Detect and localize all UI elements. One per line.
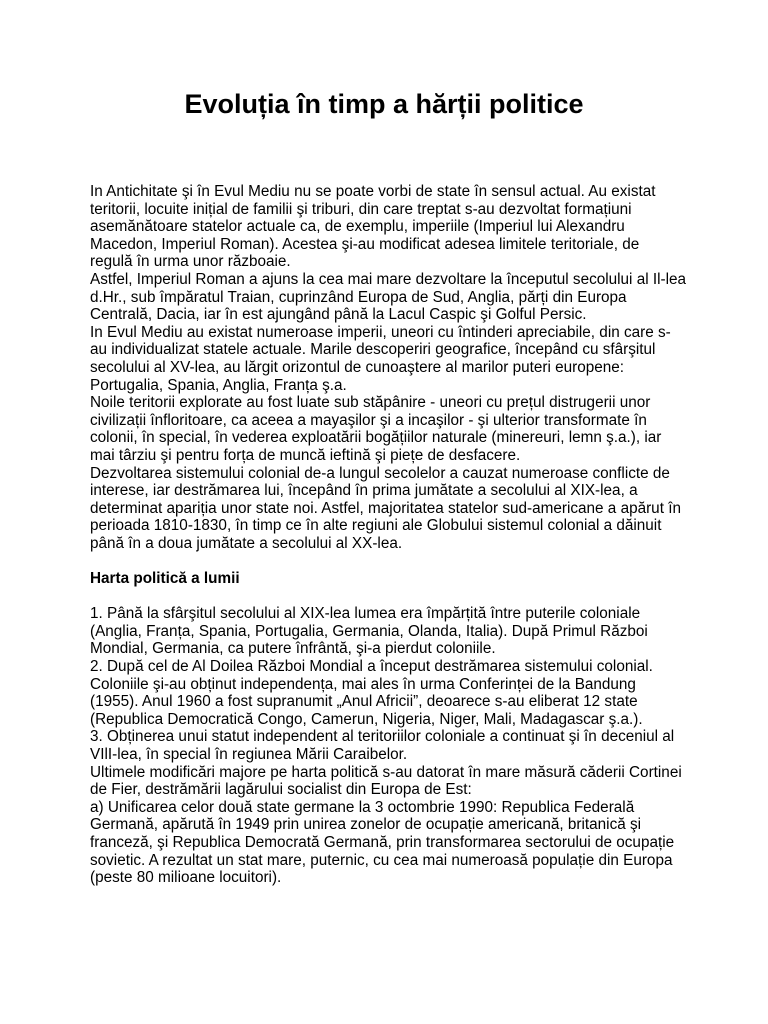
text-line: mai târziu şi pentru forța de muncă ieftină şi piețe de desfacere. (90, 446, 521, 464)
paragraph-spacer (90, 588, 710, 606)
section-paragraphs (90, 605, 710, 887)
text-line: colonii, în special, în vederea exploatării bogățiilor naturale (minereuri, lemn ş.a.), iar (90, 429, 662, 447)
text-line: In Evul Mediu au existat numeroase imperii, uneori cu întinderi apreciabile, din care s- (90, 323, 671, 341)
text-line: până în a doua jumătate a secolului al XX-lea. (90, 534, 403, 552)
document-title: Evoluția în timp a hărții politice (184, 89, 584, 119)
paragraph-spacer (90, 552, 710, 570)
text-line: perioada 1810-1830, în timp ce în alte regiuni ale Globului sistemul colonial a dăinuit (90, 517, 662, 535)
text-line: Mondial, Germania, ca putere înfrântă, şi-a pierdut coloniile. (90, 640, 496, 658)
text-line: regulă în urma unor războaie. (90, 253, 291, 271)
text-line: franceză, şi Republica Democrată Germană, prin transformarea sectorului de ocupație (90, 833, 675, 851)
text-line: 3. Obținerea unui statut independent al teritoriilor coloniale a continuat şi în deceniul al (90, 728, 675, 746)
text-line: a) Unificarea celor două state germane la 3 octombrie 1990: Republica Federală (90, 798, 635, 816)
text-line: VIlI-lea, în special în regiunea Mării Caraibelor. (90, 746, 408, 763)
intro-paragraphs (90, 183, 710, 552)
text-line: sovietic. A rezultat un stat mare, puternic, cu cea mai numeroasă populație din Europa (90, 851, 673, 869)
text-line: interese, iar destrămarea lui, începând în prima jumătate a secolului al XIX-lea, a (90, 482, 638, 500)
text-line: (Anglia, Franța, Spania, Portugalia, Germania, Olanda, Italia). După Primul Război (90, 622, 648, 640)
text-line: de Fier, destrămării lagărului socialist din Europa de Est: (90, 781, 472, 799)
text-line: au individualizat statele actuale. Marile descoperiri geografice, începând cu sfârşitul (90, 341, 656, 359)
text-line: d.Hr., sub împăratul Traian, cuprinzând Europa de Sud, Anglia, părți din Europa (90, 288, 627, 306)
text-line: teritorii, locuite inițial de familii şi triburi, din care treptat s-au dezvoltat formațiuni (90, 200, 632, 218)
text-line: Coloniile şi-au obținut independența, mai ales în urma Conferinței de la Bandung (90, 675, 636, 693)
text-line: In Antichitate şi în Evul Mediu nu se poate vorbi de state în sensul actual. Au existat (90, 183, 656, 200)
text-line: civilizații înfloritoare, ca aceea a mayaşilor şi a incaşilor - şi ulterior transformate în (90, 411, 647, 429)
text-line: Astfel, Imperiul Roman a ajuns la cea mai mare dezvoltare la începutul secolului al Il-lea (90, 270, 687, 288)
text-line: Macedon, Imperiul Roman). Acestea şi-au modificat adesea limitele teritoriale, de (90, 235, 640, 253)
text-line: Noile teritorii explorate au fost luate sub stăpânire - uneori cu prețul distrugerii unor (90, 394, 651, 412)
document-body (90, 183, 710, 887)
text-line: secolului al XV-lea, au lărgit orizontul de cunoaştere al marilor puteri europene: (90, 358, 624, 376)
text-line: Ultimele modificări majore pe harta politică s-au datorat în mare măsură căderii Cortinei (90, 763, 682, 781)
text-line: asemănătoare statelor actuale ca, de exemplu, imperiile (Imperiul lui Alexandru (90, 218, 625, 236)
text-line: 1. Până la sfârşitul secolului al XIX-lea lumea era împărțită între puterile coloniale (90, 605, 641, 623)
text-line: determinat apariția unor state noi. Astfel, majoritatea statelor sud-americane a apărut în (90, 499, 681, 517)
section-heading: Harta politică a lumii (90, 570, 240, 588)
text-line: Germană, apărută în 1949 prin unirea zonelor de ocupație americană, britanică şi (90, 816, 642, 834)
text-line: (Republica Democratică Congo, Camerun, Nigeria, Niger, Mali, Madagascar ş.a.). (90, 710, 643, 728)
text-line: (1955). Anul 1960 a fost supranumit „Anul Africii”, deoarece s-au eliberat 12 state (90, 693, 638, 711)
text-line: 2. După cel de Al Doilea Război Mondial a început destrămarea sistemului colonial. (90, 658, 653, 676)
text-line: Centrală, Dacia, iar în est ajungând până la Lacul Caspic şi Golful Persic. (90, 306, 587, 324)
text-line: Dezvoltarea sistemului colonial de-a lungul secolelor a cauzat numeroase conflicte de (90, 464, 670, 482)
text-line: (peste 80 milioane locuitori). (90, 869, 282, 887)
text-line: Portugalia, Spania, Anglia, Franța ş.a. (90, 376, 347, 394)
